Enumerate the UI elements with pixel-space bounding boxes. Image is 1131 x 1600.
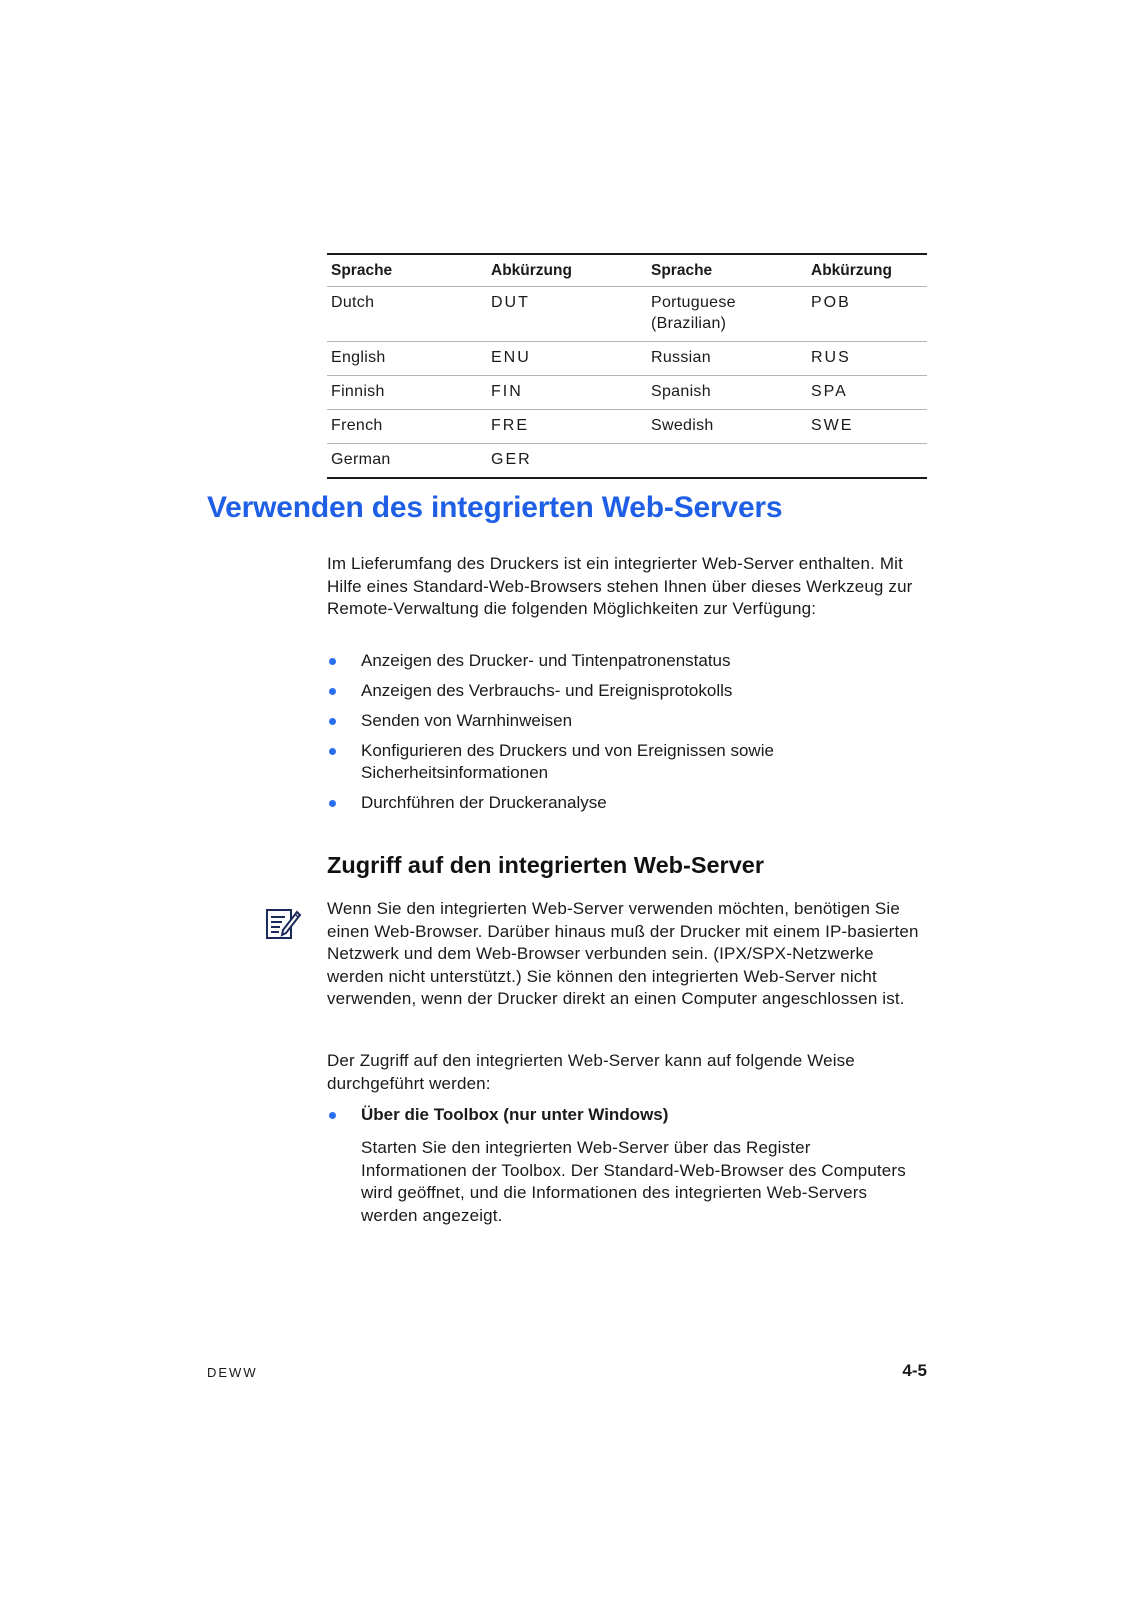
bullet-icon: [329, 718, 336, 725]
list-item-text: Anzeigen des Verbrauchs- und Ereignisprotokolls: [361, 681, 733, 700]
table-header-row: [327, 254, 927, 287]
list-item: [327, 740, 927, 784]
table-cell: [807, 444, 927, 479]
table-header: Abkürzung: [807, 254, 927, 287]
table-cell: [647, 444, 807, 479]
subsection-title: Zugriff auf den integrierten Web-Server: [327, 852, 764, 878]
section-title: Verwenden des integrierten Web-Servers: [207, 491, 783, 524]
bullet-icon: [329, 800, 336, 807]
feature-list: [327, 650, 927, 814]
bullet-icon: [329, 748, 336, 755]
list-item-text: Konfigurieren des Druckers und von Ereignissen sowie Sicherheitsinformationen: [361, 741, 774, 782]
table-cell: English: [327, 342, 487, 376]
table-cell: RUS: [807, 342, 927, 376]
note-paragraph: Wenn Sie den integrierten Web-Server verwenden möchten, benötigen Sie einen Web-Browser. Darüber hinaus muß der Drucker mit einem IP-basierten Netzwerk und dem Web-Browser verbunden sein. (IPX/SPX-Netzwerke werden nicht unterstützt.) Sie können den integrierten Web-Server nicht verwenden, wenn der Drucker direkt an einen Computer angeschlossen ist.: [327, 899, 919, 1008]
table-cell: FRE: [487, 410, 647, 444]
table-cell: Portuguese (Brazilian): [647, 287, 807, 342]
list-item: [327, 650, 927, 672]
list-item: [327, 792, 927, 814]
access-intro-paragraph: Der Zugriff auf den integrierten Web-Server kann auf folgende Weise durchgeführt werden:: [327, 1051, 855, 1093]
table-row: [327, 376, 927, 410]
table-cell: Spanish: [647, 376, 807, 410]
list-item-text: Durchführen der Druckeranalyse: [361, 793, 607, 812]
table-cell: Dutch: [327, 287, 487, 342]
table-cell: German: [327, 444, 487, 479]
table-cell: SWE: [807, 410, 927, 444]
table-cell: GER: [487, 444, 647, 479]
table-cell: ENU: [487, 342, 647, 376]
list-item: [327, 680, 927, 702]
list-item-text: Anzeigen des Drucker- und Tintenpatronenstatus: [361, 651, 731, 670]
table-row: [327, 444, 927, 479]
method-list-item: [327, 1104, 927, 1126]
table-cell: Swedish: [647, 410, 807, 444]
table-header: Sprache: [327, 254, 487, 287]
table-cell: French: [327, 410, 487, 444]
page-number: 4-5: [902, 1361, 927, 1380]
table-header: Sprache: [647, 254, 807, 287]
footer-doc-code: DEWW: [207, 1365, 258, 1380]
language-table: [327, 253, 927, 479]
method-paragraph: Starten Sie den integrierten Web-Server über das Register Informationen der Toolbox. Der Standard-Web-Browser des Computers wird geöffnet, und die Informationen des integrierten Web-Servers werden angezeigt.: [361, 1138, 906, 1225]
table-cell: Russian: [647, 342, 807, 376]
table-cell: Finnish: [327, 376, 487, 410]
list-item-text: Senden von Warnhinweisen: [361, 711, 573, 730]
bullet-icon: [329, 658, 336, 665]
table-row: [327, 410, 927, 444]
bullet-icon: [329, 688, 336, 695]
table-cell: FIN: [487, 376, 647, 410]
table-cell: POB: [807, 287, 927, 342]
intro-paragraph: Im Lieferumfang des Druckers ist ein integrierter Web-Server enthalten. Mit Hilfe eines Standard-Web-Browsers stehen Ihnen über dieses Werkzeug zur Remote-Verwaltung die folgenden Möglichkeiten zur Verfügung:: [327, 554, 913, 618]
table-header: Abkürzung: [487, 254, 647, 287]
bullet-icon: [329, 1112, 336, 1119]
table-row: [327, 287, 927, 342]
table-cell: SPA: [807, 376, 927, 410]
note-pencil-icon: [264, 904, 302, 942]
method-title: Über die Toolbox (nur unter Windows): [361, 1105, 669, 1124]
table-row: [327, 342, 927, 376]
list-item: [327, 710, 927, 732]
table-cell: DUT: [487, 287, 647, 342]
